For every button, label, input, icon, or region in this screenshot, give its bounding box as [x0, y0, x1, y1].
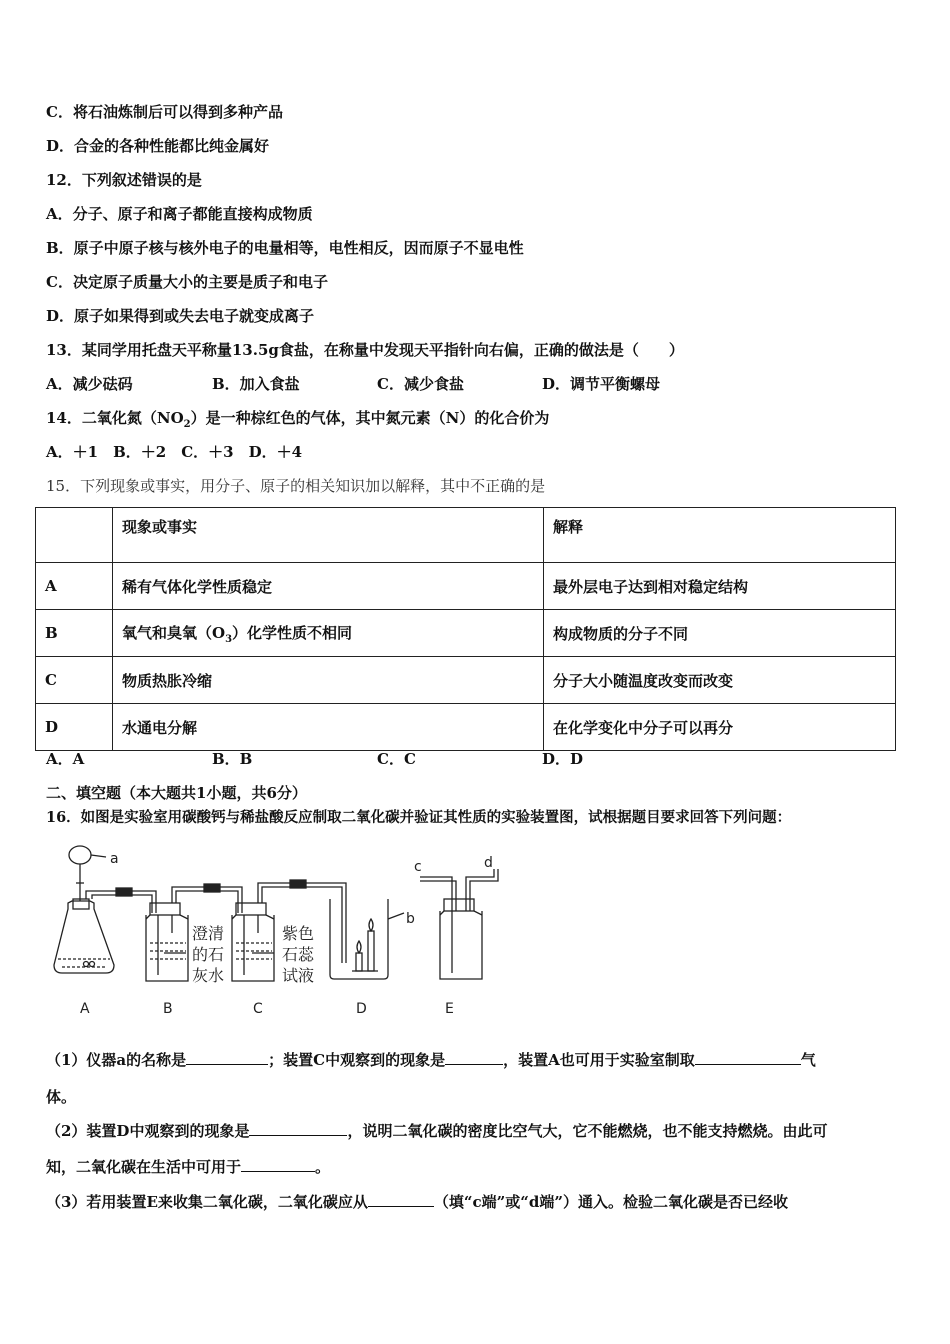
q15-stem: 15．下列现象或事实，用分子、原子的相关知识加以解释，其中不正确的是 — [46, 477, 546, 495]
label-d: d — [484, 855, 493, 871]
table-header-cell: 现象或事实 — [113, 508, 544, 563]
table-cell-key: A — [36, 563, 113, 610]
q11-option-c: C．将石油炼制后可以得到多种产品 — [46, 103, 283, 121]
answer-blank[interactable] — [241, 1157, 315, 1172]
q13-stem: 13．某同学用托盘天平称量13.5g食盐，在称量中发现天平指针向右偏，正确的做法是（ ） — [46, 341, 684, 359]
apparatus-c-bottle — [232, 903, 274, 981]
table-cell-key: C — [36, 657, 113, 704]
c-reagent-line3: 试液 — [282, 966, 315, 985]
q13-option-c: C．减少食盐 — [377, 375, 464, 393]
caption-a: A — [80, 1001, 90, 1017]
q16-part1-line2: 体。 — [46, 1088, 77, 1106]
table-cell-fact: 稀有气体化学性质稳定 — [113, 563, 544, 610]
q16-part2-line1: （2）装置D中观察到的现象是 ，说明二氧化碳的密度比空气大，它不能燃烧，也不能支持燃烧。由此可 — [46, 1122, 828, 1140]
label-c: c — [414, 859, 422, 875]
q14-stem: 14．二氧化氮$(NO_2)$是一种棕红色的气体，其中氮元素（N）的化合价为 — [46, 409, 550, 430]
b-reagent-line3: 灰水 — [192, 966, 225, 985]
caption-d: D — [356, 1001, 367, 1017]
caption-b: B — [163, 1001, 173, 1017]
answer-blank[interactable] — [445, 1050, 503, 1065]
q16-part3-line1: （3）若用装置E来收集二氧化碳，二氧化碳应从 （填“c端”或“d端”）通入。检验二氧化碳是否已经收 — [46, 1193, 789, 1211]
q13-option-a: A．减少砝码 — [46, 375, 133, 393]
q12-stem: 12．下列叙述错误的是 — [46, 171, 202, 189]
section-title: 二、填空题（本大题共1小题，共6分） — [46, 784, 307, 802]
apparatus-b-bottle — [146, 903, 188, 981]
table-row — [36, 563, 896, 610]
table-cell-explain: 在化学变化中分子可以再分 — [544, 704, 896, 751]
apparatus-figure — [46, 843, 516, 1023]
q15-option-a: A．A — [46, 750, 85, 768]
table-cell-fact: 氧气和臭氧$(O_3)$化学性质不相同 — [113, 610, 544, 657]
q15-option-c: C．C — [377, 750, 416, 768]
table-cell-fact: 水通电分解 — [113, 704, 544, 751]
table-cell-fact: 物质热胀冷缩 — [113, 657, 544, 704]
table-row — [36, 610, 896, 657]
answer-blank[interactable] — [186, 1050, 268, 1065]
q12-option-c: C．决定原子质量大小的主要是质子和电子 — [46, 273, 328, 291]
table-cell-explain: 最外层电子达到相对稳定结构 — [544, 563, 896, 610]
answer-blank[interactable] — [695, 1050, 801, 1065]
c-reagent-line2: 石蕊 — [282, 945, 315, 964]
q12-option-a: A．分子、原子和离子都能直接构成物质 — [46, 205, 313, 223]
q15-option-d: D．D — [542, 750, 584, 768]
b-reagent-line1: 澄清 — [192, 924, 225, 943]
table-row — [36, 704, 896, 751]
q16-part2-line2: 知，二氧化碳在生活中可用于 。 — [46, 1158, 331, 1176]
table-row — [36, 657, 896, 704]
label-b: b — [406, 911, 415, 927]
q12-option-b: B．原子中原子核与核外电子的电量相等，电性相反，因而原子不显电性 — [46, 239, 524, 257]
b-reagent-line2: 的石 — [192, 945, 225, 964]
c-reagent-line1: 紫色 — [282, 924, 315, 943]
apparatus-a-flask — [54, 846, 114, 973]
q13-option-b: B．加入食盐 — [212, 375, 300, 393]
table-cell-key: B — [36, 610, 113, 657]
caption-e: E — [445, 1001, 454, 1017]
q13-option-d: D．调节平衡螺母 — [542, 375, 661, 393]
table-header-cell: 解释 — [544, 508, 896, 563]
q15-option-b: B．B — [212, 750, 253, 768]
answer-blank[interactable] — [249, 1121, 347, 1136]
table-cell-explain: 分子大小随温度改变而改变 — [544, 657, 896, 704]
q12-option-d: D．原子如果得到或失去电子就变成离子 — [46, 307, 315, 325]
label-a: a — [110, 851, 119, 867]
apparatus-d-beaker — [330, 899, 404, 979]
q14-options: A．＋1 B．＋2 C．＋3 D．＋4 — [46, 443, 303, 461]
table-header-cell — [36, 508, 113, 563]
table-cell-explain: 构成物质的分子不同 — [544, 610, 896, 657]
q16-part1-line1: （1）仪器a的名称是 ；装置C中观察到的现象是 ，装置A也可用于实验室制取 气 — [46, 1051, 816, 1069]
table-header-row — [36, 508, 896, 563]
caption-c: C — [253, 1001, 263, 1017]
q16-stem: 16．如图是实验室用碳酸钙与稀盐酸反应制取二氧化碳并验证其性质的实验装置图，试根据题目要求回答下列问题： — [46, 809, 792, 826]
q11-option-d: D．合金的各种性能都比纯金属好 — [46, 137, 270, 155]
apparatus-e-bottle — [420, 869, 498, 979]
answer-blank[interactable] — [368, 1192, 434, 1207]
table-cell-key: D — [36, 704, 113, 751]
q15-table — [35, 507, 896, 751]
